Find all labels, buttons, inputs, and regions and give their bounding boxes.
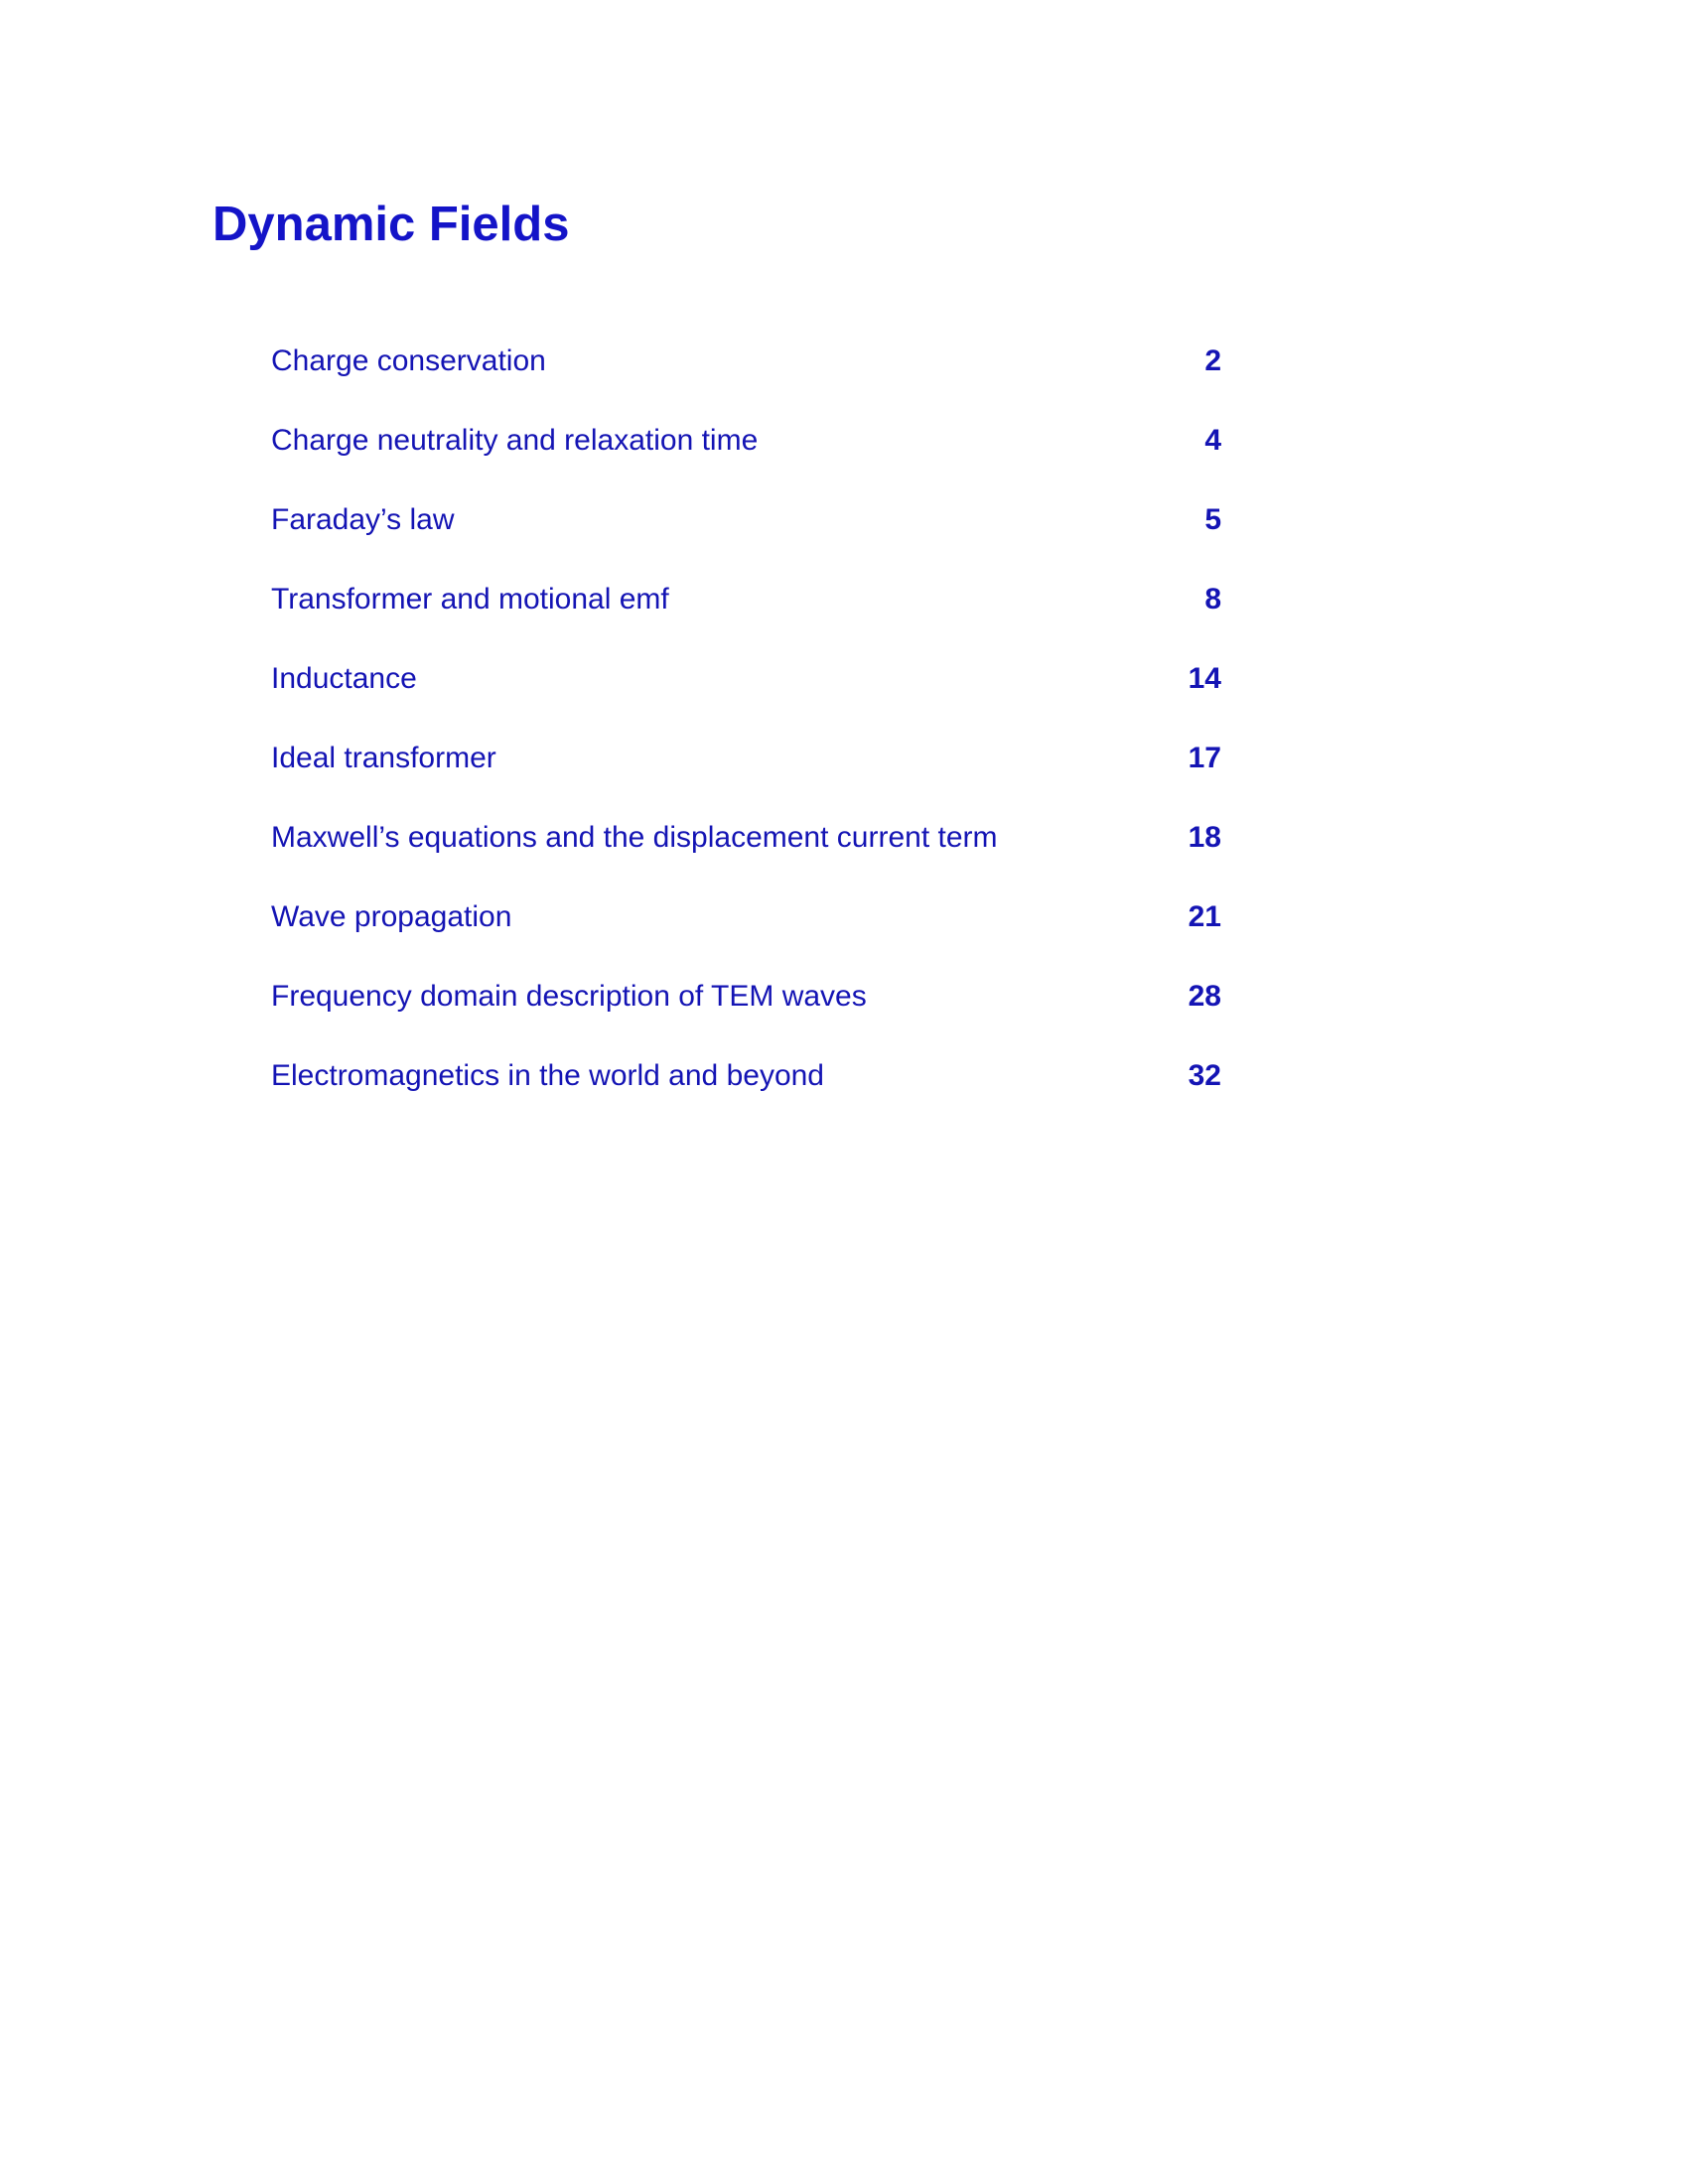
toc-entry-wave-propagation[interactable]: [271, 899, 1221, 979]
toc-entry-frequency-domain-tem[interactable]: [271, 979, 1221, 1058]
toc-entry-transformer-motional-emf[interactable]: [271, 582, 1221, 661]
toc-entry-page-number: 8: [1204, 583, 1221, 615]
toc-entry-label: Charge conservation: [271, 344, 546, 377]
toc-entry-ideal-transformer[interactable]: [271, 741, 1221, 820]
toc-entry-label: Transformer and motional emf: [271, 583, 669, 615]
toc-entry-label: Frequency domain description of TEM waves: [271, 980, 867, 1013]
page-title: Dynamic Fields: [212, 198, 570, 251]
toc-entry-page-number: 32: [1188, 1059, 1221, 1092]
toc-entry-label: Faraday’s law: [271, 503, 455, 536]
toc-entry-page-number: 4: [1204, 424, 1221, 457]
toc-entry-charge-conservation[interactable]: [271, 343, 1221, 423]
toc-entry-page-number: 17: [1188, 742, 1221, 774]
toc-entry-faradays-law[interactable]: [271, 502, 1221, 582]
toc-entry-inductance[interactable]: [271, 661, 1221, 741]
toc-entry-page-number: 28: [1188, 980, 1221, 1013]
toc-entry-charge-neutrality[interactable]: [271, 423, 1221, 502]
toc-entry-label: Ideal transformer: [271, 742, 496, 774]
toc-entry-page-number: 18: [1188, 821, 1221, 854]
toc-entry-label: Inductance: [271, 662, 417, 695]
toc-entry-label: Wave propagation: [271, 900, 512, 933]
toc-entry-page-number: 2: [1204, 344, 1221, 377]
toc-entry-page-number: 5: [1204, 503, 1221, 536]
toc-entry-label: Maxwell’s equations and the displacement current term: [271, 821, 998, 854]
table-of-contents: [271, 343, 1221, 1138]
toc-entry-label: Charge neutrality and relaxation time: [271, 424, 759, 457]
toc-entry-electromagnetics-world[interactable]: [271, 1058, 1221, 1138]
toc-entry-page-number: 21: [1188, 900, 1221, 933]
toc-entry-label: Electromagnetics in the world and beyond: [271, 1059, 824, 1092]
toc-entry-maxwells-equations[interactable]: [271, 820, 1221, 899]
toc-entry-page-number: 14: [1188, 662, 1221, 695]
